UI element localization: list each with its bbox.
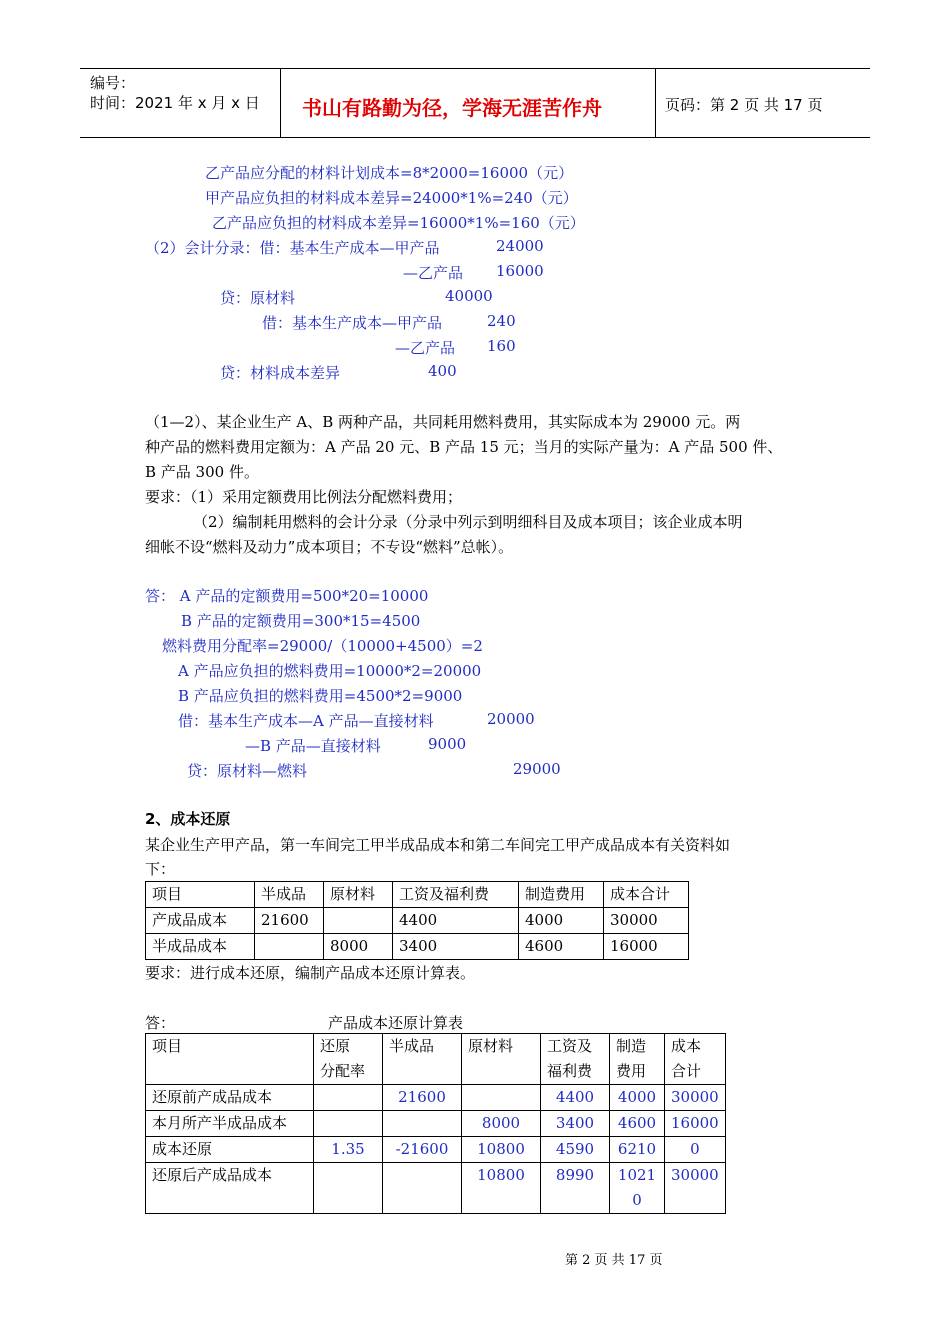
table-cell: 8990	[541, 1163, 610, 1214]
table-row	[146, 1137, 726, 1163]
table-cell: 30000	[665, 1085, 726, 1111]
table-cell: 0	[665, 1137, 726, 1163]
table-row	[146, 1163, 726, 1214]
table-header-cell: 半成品	[383, 1034, 462, 1085]
table-cell: 16000	[665, 1111, 726, 1137]
q12-para-line2: 种产品的燃料费用定额为：A 产品 20 元、B 产品 15 元；当月的实际产量为：A 产品 500 件、	[145, 438, 783, 456]
table-header-cell: 原材料	[324, 882, 393, 908]
table-cell	[314, 1111, 383, 1137]
table-cell: 4400	[393, 908, 519, 934]
table-cell: 3400	[541, 1111, 610, 1137]
section-title: 2、成本还原	[145, 810, 231, 828]
table-header-cell: 成本合计	[604, 882, 689, 908]
ans2-line4: A 产品应负担的燃料费用=10000*2=20000	[178, 662, 482, 680]
table-row	[146, 934, 689, 960]
table-cell: 30000	[665, 1163, 726, 1214]
header-time: 时间：2021 年 x 月 x 日	[90, 94, 260, 112]
table-cell: 本月所产半成品成本	[146, 1111, 314, 1137]
ans2-line1: 答： A 产品的定额费用=500*20=10000	[145, 587, 429, 605]
table-cell: 4600	[519, 934, 604, 960]
ans1-entry-credit2-amt: 400	[428, 362, 457, 380]
table-row	[146, 1085, 726, 1111]
ans1-entry-debit3: 借：基本生产成本—甲产品	[262, 314, 443, 332]
q12-req2: （2）编制耗用燃料的会计分录（分录中列示到明细科目及成本项目；该企业成本明	[193, 513, 743, 531]
table-cell: 4400	[541, 1085, 610, 1111]
header-motto: 书山有路勤为径，学海无涯苦作舟	[302, 96, 602, 120]
ans1-entry-debit4-amt: 160	[487, 337, 516, 355]
table-row	[146, 1111, 726, 1137]
header-page: 页码：第 2 页 共 17 页	[665, 96, 823, 114]
table-cell: -21600	[383, 1137, 462, 1163]
sec2-answer-label: 答：	[145, 1014, 176, 1032]
table-cell: 8000	[324, 934, 393, 960]
table-cell	[255, 934, 324, 960]
ans2-entry-debit2: —B 产品—直接材料	[245, 737, 381, 755]
ans1-entry-debit-amt: 24000	[496, 237, 544, 255]
ans1-entry-credit2: 贷：材料成本差异	[220, 364, 341, 382]
q12-req1: 要求：（1）采用定额费用比例法分配燃料费用；	[145, 488, 463, 506]
table-cell: 产成品成本	[146, 908, 255, 934]
table-row	[146, 908, 689, 934]
table-cell: 4600	[610, 1111, 665, 1137]
reduction-table	[145, 1033, 726, 1214]
q12-para-line1: （1—2）、某企业生产 A、B 两种产品，共同耗用燃料费用，其实际成本为 29000 元。两	[145, 413, 741, 431]
table-cell: 21600	[383, 1085, 462, 1111]
table-header-row	[146, 1034, 726, 1085]
table-header-cell: 还原 分配率	[314, 1034, 383, 1085]
ans1-entry-debit4: —乙产品	[395, 339, 456, 357]
table-cell: 还原后产成品成本	[146, 1163, 314, 1214]
table-header-cell: 工资及 福利费	[541, 1034, 610, 1085]
table-cell: 4590	[541, 1137, 610, 1163]
table-cell: 16000	[604, 934, 689, 960]
sec2-para-line2: 下：	[145, 860, 176, 878]
ans2-entry-credit-amt: 29000	[513, 760, 561, 778]
table-cell: 21600	[255, 908, 324, 934]
q12-para-line3: B 产品 300 件。	[145, 463, 259, 481]
q12-req3: 细帐不设“燃料及动力”成本项目；不专设“燃料”总帐）。	[145, 538, 514, 556]
ans1-line2: 甲产品应负担的材料成本差异=24000*1%=240（元）	[205, 189, 578, 207]
table-cell: 1.35	[314, 1137, 383, 1163]
table-header-cell: 制造费用	[519, 882, 604, 908]
table-cell: 6210	[610, 1137, 665, 1163]
table-header-cell: 制造 费用	[610, 1034, 665, 1085]
ans2-line2: B 产品的定额费用=300*15=4500	[181, 612, 421, 630]
sec2-para-line1: 某企业生产甲产品，第一车间完工甲半成品成本和第二车间完工甲产成品成本有关资料如	[145, 836, 731, 854]
table-cell	[383, 1163, 462, 1214]
table-header-cell: 成本 合计	[665, 1034, 726, 1085]
table-cell: 10800	[462, 1163, 541, 1214]
table-header-cell: 项目	[146, 882, 255, 908]
table-cell: 3400	[393, 934, 519, 960]
ans2-entry-debit2-amt: 9000	[428, 735, 467, 753]
table-cell: 4000	[519, 908, 604, 934]
ans2-entry-credit: 贷：原材料—燃料	[187, 762, 308, 780]
table-cell: 4000	[610, 1085, 665, 1111]
table-cell: 8000	[462, 1111, 541, 1137]
ans1-entry-debit2: —乙产品	[403, 264, 464, 282]
table-cell: 还原前产成品成本	[146, 1085, 314, 1111]
table-header-cell: 原材料	[462, 1034, 541, 1085]
table-header-cell: 项目	[146, 1034, 314, 1085]
table-cell: 30000	[604, 908, 689, 934]
table-cell	[383, 1111, 462, 1137]
page-footer: 第 2 页 共 17 页	[565, 1253, 663, 1268]
table-cell: 成本还原	[146, 1137, 314, 1163]
page-header	[80, 68, 870, 138]
ans2-line3: 燃料费用分配率=29000/（10000+4500）=2	[162, 637, 483, 655]
table-header-cell: 半成品	[255, 882, 324, 908]
ans1-entry-debit: （2）会计分录：借：基本生产成本—甲产品	[145, 239, 440, 257]
table-cell	[462, 1085, 541, 1111]
ans1-entry-credit: 贷：原材料	[220, 289, 296, 307]
ans1-entry-credit-amt: 40000	[445, 287, 493, 305]
ans1-entry-debit2-amt: 16000	[496, 262, 544, 280]
table-header-cell: 工资及福利费	[393, 882, 519, 908]
ans1-line3: 乙产品应负担的材料成本差异=16000*1%=160（元）	[212, 214, 585, 232]
table-header-row	[146, 882, 689, 908]
sec2-requirement: 要求：进行成本还原，编制产品成本还原计算表。	[145, 964, 476, 982]
table-cell	[324, 908, 393, 934]
ans2-line5: B 产品应负担的燃料费用=4500*2=9000	[178, 687, 463, 705]
table-cell: 10800	[462, 1137, 541, 1163]
ans2-entry-debit-amt: 20000	[487, 710, 535, 728]
table-cell	[314, 1085, 383, 1111]
table-cell: 1021 0	[610, 1163, 665, 1214]
table-cell: 半成品成本	[146, 934, 255, 960]
header-number: 编号：	[90, 74, 136, 92]
ans1-entry-debit3-amt: 240	[487, 312, 516, 330]
data-table	[145, 881, 689, 960]
table-cell	[314, 1163, 383, 1214]
ans1-line1: 乙产品应分配的材料计划成本=8*2000=16000（元）	[205, 164, 574, 182]
ans2-entry-debit: 借：基本生产成本—A 产品—直接材料	[178, 712, 434, 730]
table-title: 产品成本还原计算表	[328, 1014, 464, 1032]
